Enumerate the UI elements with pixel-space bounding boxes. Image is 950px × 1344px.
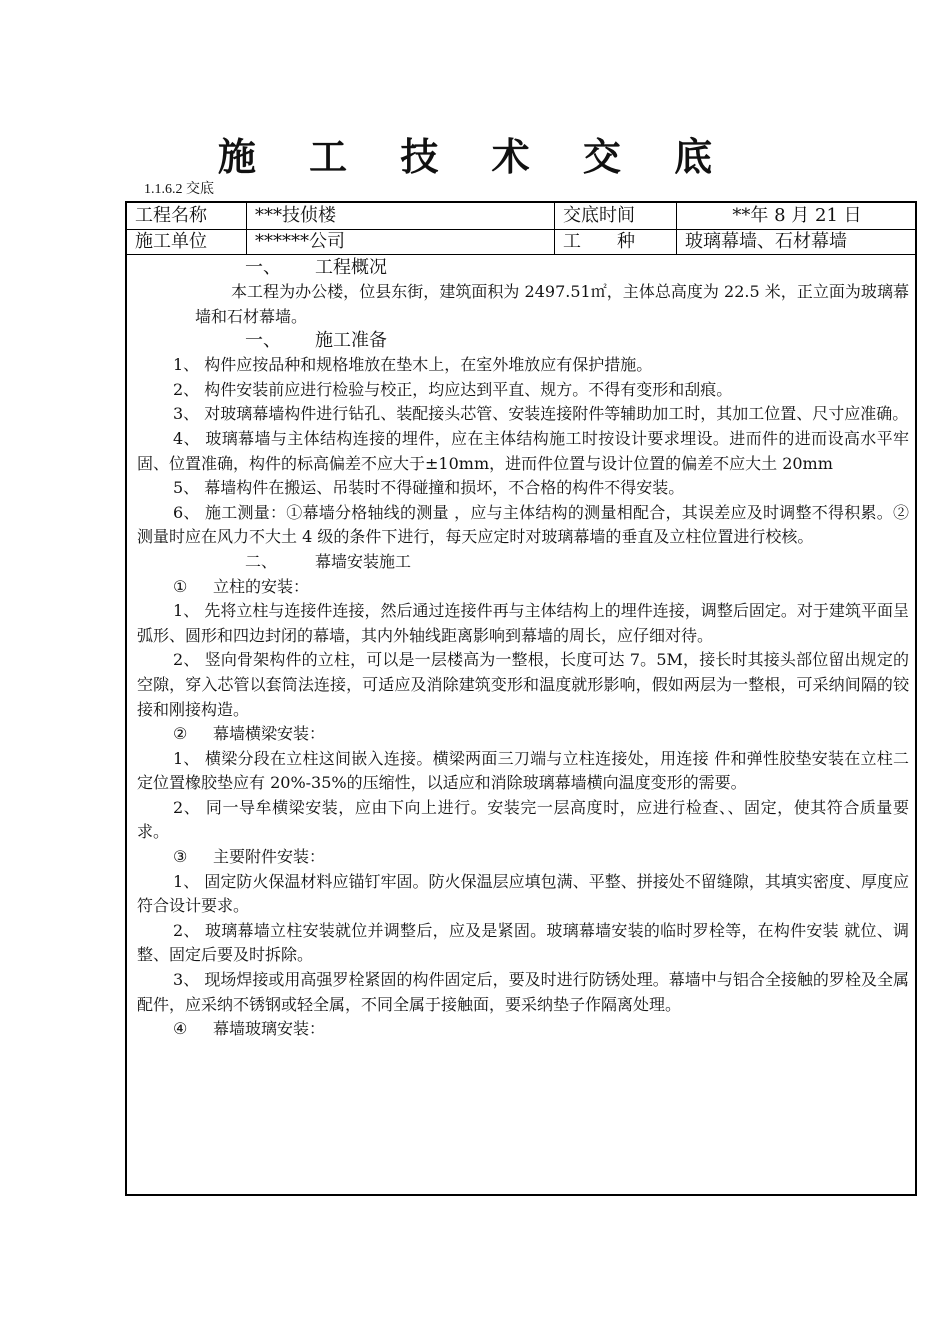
section-heading-installation <box>137 550 909 575</box>
header-row-1 <box>127 203 915 230</box>
section-heading-overview <box>137 256 909 280</box>
date-label: 交底时间 <box>555 203 677 229</box>
subsection-number: ② <box>173 724 188 744</box>
subsection-title: 幕墙玻璃安装： <box>213 1019 326 1039</box>
prep-item-6: 6、 施工测量：①幕墙分格轴线的测量 ，应与主体结构的测量相配合，其误差应及时调整不得积累。②测量时应在风力不大土 4 级的条件下进行，每天应定时对玻璃幕墙的垂直及立柱位置进行校核。 <box>137 502 909 547</box>
subsection-heading-mullion <box>137 575 909 600</box>
section-number: 一、 <box>245 257 281 278</box>
section-number: 二、 <box>245 551 278 571</box>
prep-item-4: 4、 玻璃幕墙与主体结构连接的埋件，应在主体结构施工时按设计要求埋设。进而件的进而设高水平牢固、位置准确，构件的标高偏差不应大于±10mm，进而件位置与设计位置的偏差不应大土 20mm <box>137 428 909 473</box>
header-row-2 <box>127 229 915 255</box>
accessory-item-3: 3、 现场焊接或用高强罗栓紧固的构件固定后，要及时进行防锈处理。幕墙中与铝合全接触的罗栓及全属配件，应采纳不锈钢或轻全属，不同全属于接触面，要采纳垫子作隔离处理。 <box>137 970 909 1014</box>
document-title: 施 工 技 术 交 底 <box>217 134 733 179</box>
accessory-item-1: 1、 固定防火保温材料应锚钉牢固。防火保温层应填包满、平整、拼接处不留缝隙，其填实密度、厚度应符合设计要求。 <box>137 871 909 916</box>
disclosure-table <box>125 201 917 1196</box>
accessory-item-2: 2、 玻璃幕墙立柱安装就位并调整后，应及是紧固。玻璃幕墙安装的临时罗栓等，在构件安装 就位、调整、固定后要及时拆除。 <box>137 920 909 965</box>
project-name-value: ***技侦楼 <box>247 203 555 229</box>
section-number: 一、 <box>245 330 281 352</box>
transom-item-1: 1、 横梁分段在立柱这间嵌入连接。横梁两面三刀端与立柱连接处，用连接 件和弹性胶垫安装在立柱二定位置橡胶垫应有 20%-35%的压缩性，以适应和消除玻璃幕墙横向温度变形的需要。 <box>137 748 909 793</box>
mullion-item-2: 2、 竖向骨架构件的立柱，可以是一层楼高为一整根，长度可达 7。5M，接长时其接头部位留出规定的空隙，穿入芯管以套筒法连接，可适应及消除建筑变形和温度就形影响，假如两层为一整根，可采纳间隔的铰接和刚接构造。 <box>137 650 909 719</box>
subsection-heading-transom <box>137 722 909 747</box>
prep-item-1: 1、 构件应按品种和规格堆放在垫木上，在室外堆放应有保护措施。 <box>173 355 653 375</box>
subsection-number: ① <box>173 576 188 596</box>
disclosure-body <box>137 256 909 1042</box>
subsection-number: ③ <box>173 847 188 867</box>
section-title: 施工准备 <box>315 330 387 352</box>
document-code: 1.1.6.2 交底 <box>144 182 214 197</box>
overview-paragraph: 本工程为办公楼，位县东街，建筑面积为 2497.51㎡，主体总高度为 22.5 米，正立面为玻璃幕墙和石材幕墙。 <box>195 282 909 326</box>
trade-label: 工 种 <box>555 229 677 254</box>
section-heading-preparation <box>137 329 909 353</box>
subsection-number: ④ <box>173 1019 188 1039</box>
subsection-heading-accessories <box>137 845 909 870</box>
mullion-item-1: 1、 先将立柱与连接件连接，然后通过连接件再与主体结构上的埋件连接，调整后固定。对于建筑平面呈弧形、圆形和四边封闭的幕墙，其内外轴线距离影响到幕墙的周长，应仔细对待。 <box>137 601 909 645</box>
subsection-title: 立柱的安装： <box>213 576 310 596</box>
project-name-label: 工程名称 <box>127 203 247 229</box>
prep-item-2: 2、 构件安装前应进行检验与校正，均应达到平直、规方。不得有变形和刮痕。 <box>173 379 733 399</box>
prep-item-3: 3、 对玻璃幕墙构件进行钻孔、装配接头芯管、安装连接附件等辅助加工时，其加工位置、尺寸应准确。 <box>173 404 909 424</box>
trade-value: 玻璃幕墙、石材幕墙 <box>685 231 847 252</box>
section-title: 幕墙安装施工 <box>315 551 412 571</box>
prep-item-5: 5、 幕墙构件在搬运、吊装时不得碰撞和损坏，不合格的构件不得安装。 <box>173 478 685 498</box>
subsection-heading-glass <box>137 1017 909 1042</box>
subsection-title: 幕墙横梁安装： <box>213 724 326 744</box>
construction-unit-value: ******公司 <box>247 229 555 254</box>
date-value: **年 8 月 21 日 <box>732 205 862 226</box>
construction-unit-label: 施工单位 <box>127 229 247 254</box>
subsection-title: 主要附件安装： <box>213 847 326 867</box>
section-title: 工程概况 <box>315 257 387 278</box>
transom-item-2: 2、 同一导牟横梁安装，应由下向上进行。安装完一层高度时，应进行检查、、固定，使其符合质量要求。 <box>137 797 909 842</box>
